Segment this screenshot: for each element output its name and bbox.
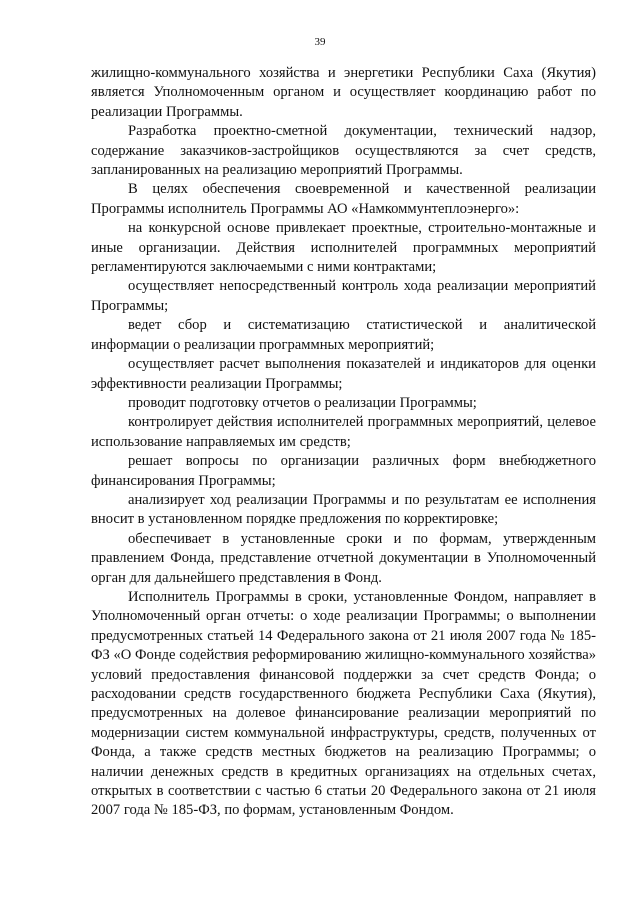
list-item-documentation: обеспечивает в установленные сроки и по формам, утвержденным правлением Фонда, представление отчетной документации в Уполномоченный орган для дальнейшего представления в Фонд. [91,530,596,586]
paragraph-reporting: Исполнитель Программы в сроки, установленные Фондом, направляет в Уполномоченный орган отчеты: о ходе реализации Программы; о выполнении предусмотренных статьей 14 Федерального закона от 21 июля 2007 года № 185-ФЗ «О Фонде содействия реформированию жилищно-коммунального хозяйства» условий предоставления финансовой поддержки за счет средств Фонда; о расходовании средств государственного бюджета Республики Саха (Якутия), предусмотренных на долевое финансирование реализации мероприятий по модернизации систем коммунальной инфраструктуры, средств, полученных от Фонда, а также средств местных бюджетов на реализацию Программы; о наличии денежных средств в кредитных организациях на отдельных счетах, открытых в соответствии с частью 6 статьи 20 Федерального закона от 21 июля 2007 года № 185-ФЗ, по формам, установленным Фондом. [91,588,596,819]
list-item-financing: решает вопросы по организации различных форм внебюджетного финансирования Программы; [91,453,596,489]
list-item-analysis: анализирует ход реализации Программы и по результатам ее исполнения вносит в установленном порядке предложения по корректировке; [91,491,596,528]
list-item-indicators: осуществляет расчет выполнения показателей и индикаторов для оценки эффективности реализации Программы; [91,356,596,392]
list-item-statistics: ведет сбор и систематизацию статистической и аналитической информации о реализации программных мероприятий; [91,317,596,353]
list-item-reports: проводит подготовку отчетов о реализации Программы; [128,394,477,411]
list-item-control: осуществляет непосредственный контроль хода реализации мероприятий Программы; [91,278,596,314]
paragraph-executor-intro: В целях обеспечения своевременной и качественной реализации Программы исполнитель Программы АО «Намкоммунтеплоэнерго»: [91,181,596,217]
paragraph-funding: Разработка проектно-сметной документации, технический надзор, содержание заказчиков-застройщиков осуществляются за счет средств, запланированных на реализацию мероприятий Программы. [91,123,596,179]
body-text [91,64,596,821]
list-item-oversight: контролирует действия исполнителей программных мероприятий, целевое использование направляемых им средств; [91,414,596,450]
page-number: 39 [314,36,326,48]
paragraph-continuation: жилищно-коммунального хозяйства и энергетики Республики Саха (Якутия) является Уполномоченным органом и осуществляет координацию работ по реализации Программы. [91,65,596,120]
list-item-contracting: на конкурсной основе привлекает проектные, строительно-монтажные и иные организации. Действия исполнителей программных мероприятий регламентируются заключаемыми с ними контрактами; [91,220,596,276]
